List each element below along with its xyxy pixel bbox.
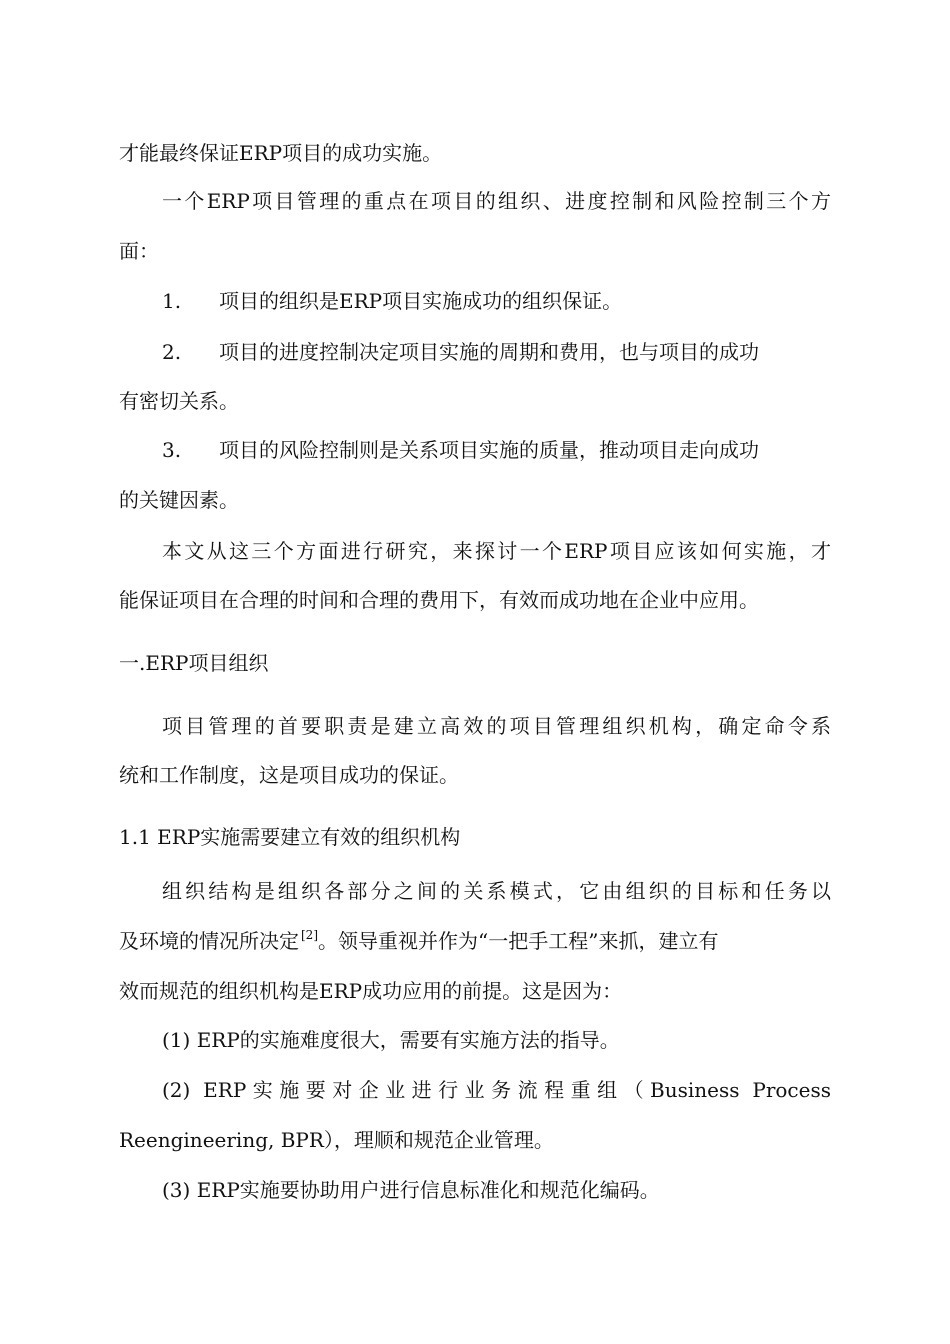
list-item-text: 的关键因素。 xyxy=(119,488,239,512)
paragraph-line: 本文从这三个方面进行研究，来探讨一个ERP项目应该如何实施，才 xyxy=(162,539,831,563)
list-item-text: (3) ERP实施要协助用户进行信息标准化和规范化编码。 xyxy=(162,1178,660,1202)
list-number: 3. xyxy=(162,438,182,462)
paragraph-text: 及环境的情况所决定 xyxy=(119,929,299,953)
list-item-text: 项目的组织是ERP项目实施成功的组织保证。 xyxy=(219,289,623,313)
paragraph-text: 。领导重视并作为“一把手工程”来抓，建立有 xyxy=(318,929,719,953)
section-heading: 一.ERP项目组织 xyxy=(119,651,269,675)
list-item-text: Reengineering, BPR），理顺和规范企业管理。 xyxy=(119,1128,554,1152)
list-number: 2. xyxy=(162,340,182,364)
paragraph-line: 组织结构是组织各部分之间的关系模式，它由组织的目标和任务以 xyxy=(162,879,831,903)
paragraph-line: 能保证项目在合理的时间和合理的费用下，有效而成功地在企业中应用。 xyxy=(119,588,759,612)
paragraph-line: 项目管理的首要职责是建立高效的项目管理组织机构，确定命令系 xyxy=(162,714,831,738)
paragraph-line: 统和工作制度，这是项目成功的保证。 xyxy=(119,763,459,787)
list-item-text: 项目的风险控制则是关系项目实施的质量，推动项目走向成功 xyxy=(219,438,759,462)
list-item-text: 项目的进度控制决定项目实施的周期和费用，也与项目的成功 xyxy=(219,340,759,364)
list-item-text: 有密切关系。 xyxy=(119,389,239,413)
citation-ref: [2] xyxy=(301,928,318,942)
list-number: 1. xyxy=(162,289,182,313)
paragraph-line: 一个ERP项目管理的重点在项目的组织、进度控制和风险控制三个方 xyxy=(162,189,831,213)
paragraph-line: 效而规范的组织机构是ERP成功应用的前提。这是因为： xyxy=(119,979,623,1003)
list-item-text: (2) ERP实施要对企业进行业务流程重组（Business Process xyxy=(162,1078,831,1102)
paragraph-line: 面： xyxy=(119,239,159,263)
list-item-text: (1) ERP的实施难度很大，需要有实施方法的指导。 xyxy=(162,1028,620,1052)
subsection-heading: 1.1 ERP实施需要建立有效的组织机构 xyxy=(119,825,461,849)
paragraph-line: 才能最终保证ERP项目的成功实施。 xyxy=(119,141,443,165)
paragraph-line xyxy=(119,928,718,954)
